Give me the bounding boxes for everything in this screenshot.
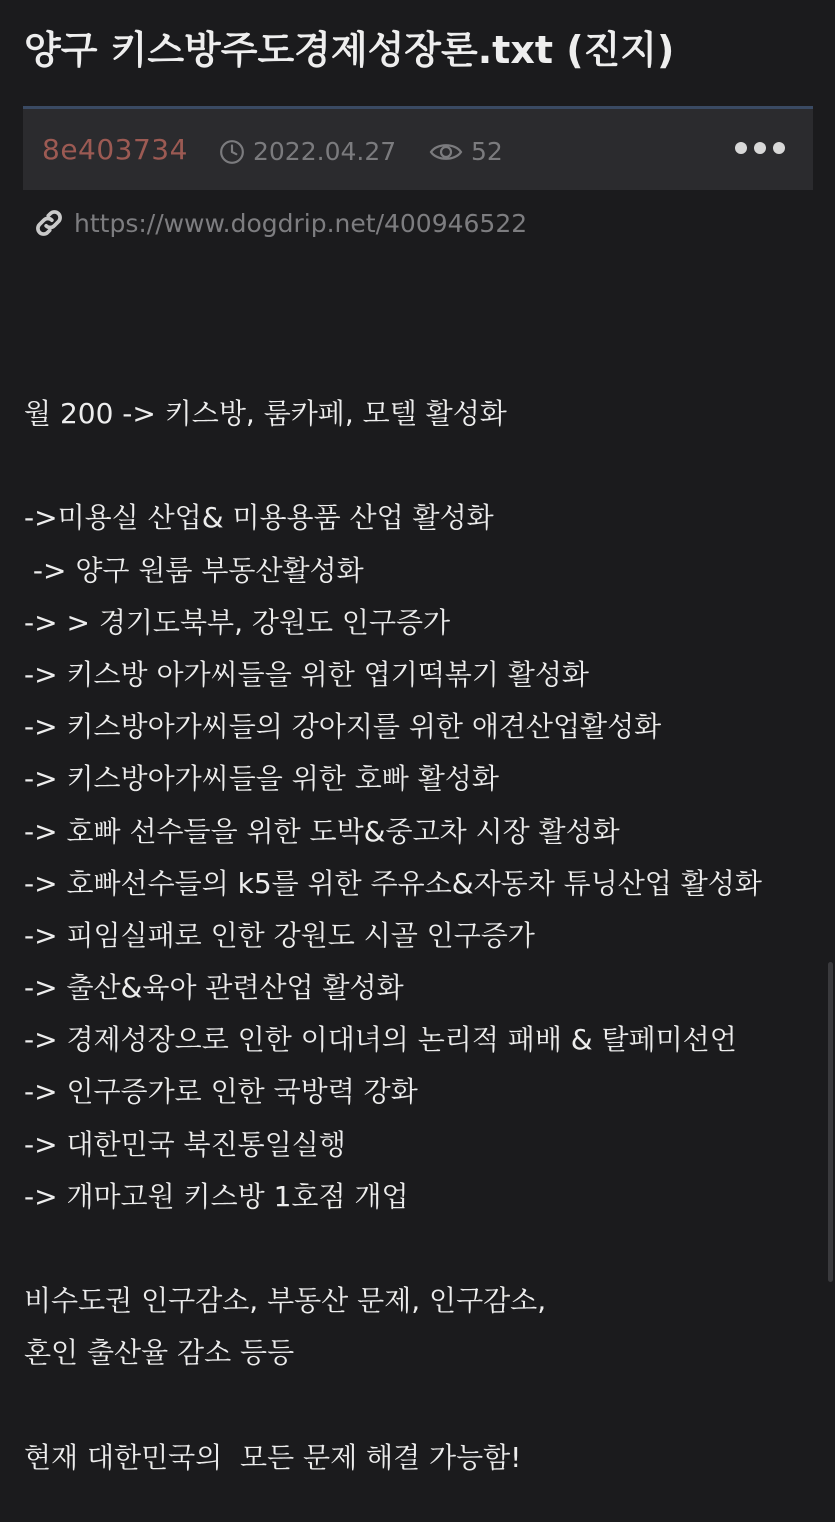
body-line: 현재 대한민국의 모든 문제 해결 가능함! <box>24 1440 522 1474</box>
blank-line <box>24 1380 814 1432</box>
link-icon <box>32 206 66 240</box>
body-line: -> 개마고원 키스방 1호점 개업 <box>24 1179 409 1213</box>
blank-line <box>24 440 814 492</box>
more-options-button[interactable] <box>735 133 785 163</box>
body-line: -> 키스방아가씨들을 위한 호빠 활성화 <box>24 762 499 796</box>
body-line: 혼인 출산율 감소 등등 <box>24 1336 295 1370</box>
post-date <box>219 137 396 166</box>
body-line: -> 호빠 선수들을 위한 도박&중고차 시장 활성화 <box>24 814 620 848</box>
body-line: -> 출산&육아 관련산업 활성화 <box>24 971 404 1005</box>
blank-line <box>24 1223 814 1275</box>
body-line: -> 키스방아가씨들의 강아지를 위한 애견산업활성화 <box>24 710 662 744</box>
body-line: -> 호빠선수들의 k5를 위한 주유소&자동차 튜닝산업 활성화 <box>24 866 762 900</box>
post-views <box>429 137 503 166</box>
author-name[interactable]: 8e403734 <box>42 133 188 166</box>
eye-icon <box>429 140 463 164</box>
clock-icon <box>219 139 245 165</box>
body-line: -> 피임실패로 인한 강원도 시골 인구증가 <box>24 918 535 952</box>
post-meta-bar <box>23 106 813 190</box>
scrollbar[interactable] <box>828 962 833 1282</box>
body-line: 비수도권 인구감소, 부동산 문제, 인구감소, <box>24 1284 547 1318</box>
post-views-count: 52 <box>471 137 503 166</box>
more-dots-icon <box>735 142 747 154</box>
body-line: -> > 경기도북부, 강원도 인구증가 <box>24 605 451 639</box>
body-line: -> 경제성장으로 인한 이대녀의 논리적 패배 & 탈페미선언 <box>24 1023 737 1057</box>
body-line: -> 인구증가로 인한 국방력 강화 <box>24 1075 418 1109</box>
body-line: 월 200 -> 키스방, 룸카페, 모텔 활성화 <box>24 397 507 430</box>
post-date-text: 2022.04.27 <box>253 137 397 166</box>
body-line: -> 키스방 아가씨들을 위한 엽기떡볶기 활성화 <box>24 657 589 691</box>
permalink-url[interactable]: https://www.dogdrip.net/400946522 <box>74 208 528 238</box>
post-body <box>24 388 814 1484</box>
body-line: -> 대한민국 북진통일실행 <box>24 1127 346 1161</box>
body-line: -> 양구 원룸 부동산활성화 <box>24 553 364 587</box>
body-line: ->미용실 산업& 미용용품 산업 활성화 <box>24 501 494 535</box>
post-title: 양구 키스방주도경제성장론.txt (진지) <box>24 28 675 72</box>
post-permalink[interactable] <box>32 206 527 240</box>
